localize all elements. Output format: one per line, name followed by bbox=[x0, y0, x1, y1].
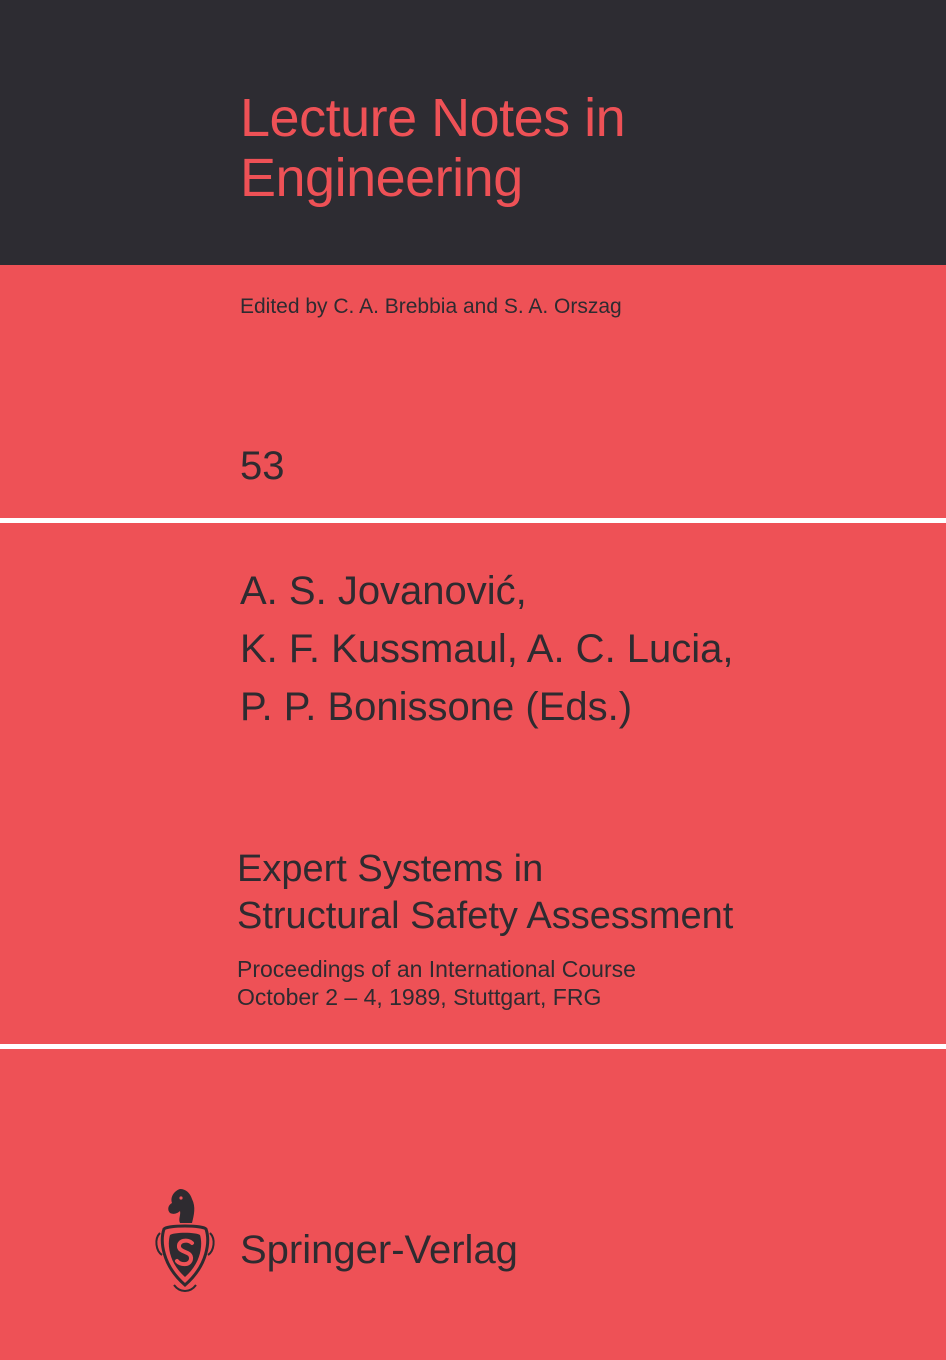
book-title-line-1: Expert Systems in bbox=[237, 848, 544, 890]
author-line-1: A. S. Jovanović, bbox=[240, 569, 527, 613]
book-subtitle-line-1: Proceedings of an International Course bbox=[237, 956, 636, 982]
series-editors: Edited by C. A. Brebbia and S. A. Orszag bbox=[240, 295, 622, 318]
publisher-name: Springer-Verlag bbox=[240, 1227, 518, 1272]
series-title bbox=[240, 88, 625, 208]
book-subtitle bbox=[237, 955, 636, 1011]
author-line-3: P. P. Bonissone (Eds.) bbox=[240, 685, 633, 729]
divider-rule-bottom bbox=[0, 1044, 946, 1049]
book-title-line-2: Structural Safety Assessment bbox=[237, 895, 734, 937]
divider-rule-top bbox=[0, 518, 946, 523]
volume-number: 53 bbox=[240, 444, 285, 488]
book-title bbox=[237, 846, 733, 940]
book-subtitle-line-2: October 2 – 4, 1989, Stuttgart, FRG bbox=[237, 984, 602, 1010]
series-title-line-1: Lecture Notes in bbox=[240, 88, 626, 148]
series-title-line-2: Engineering bbox=[240, 148, 523, 208]
author-list bbox=[240, 562, 734, 736]
publisher-block bbox=[150, 1185, 518, 1295]
author-line-2: K. F. Kussmaul, A. C. Lucia, bbox=[240, 627, 734, 671]
springer-knight-logo-icon bbox=[150, 1185, 220, 1295]
